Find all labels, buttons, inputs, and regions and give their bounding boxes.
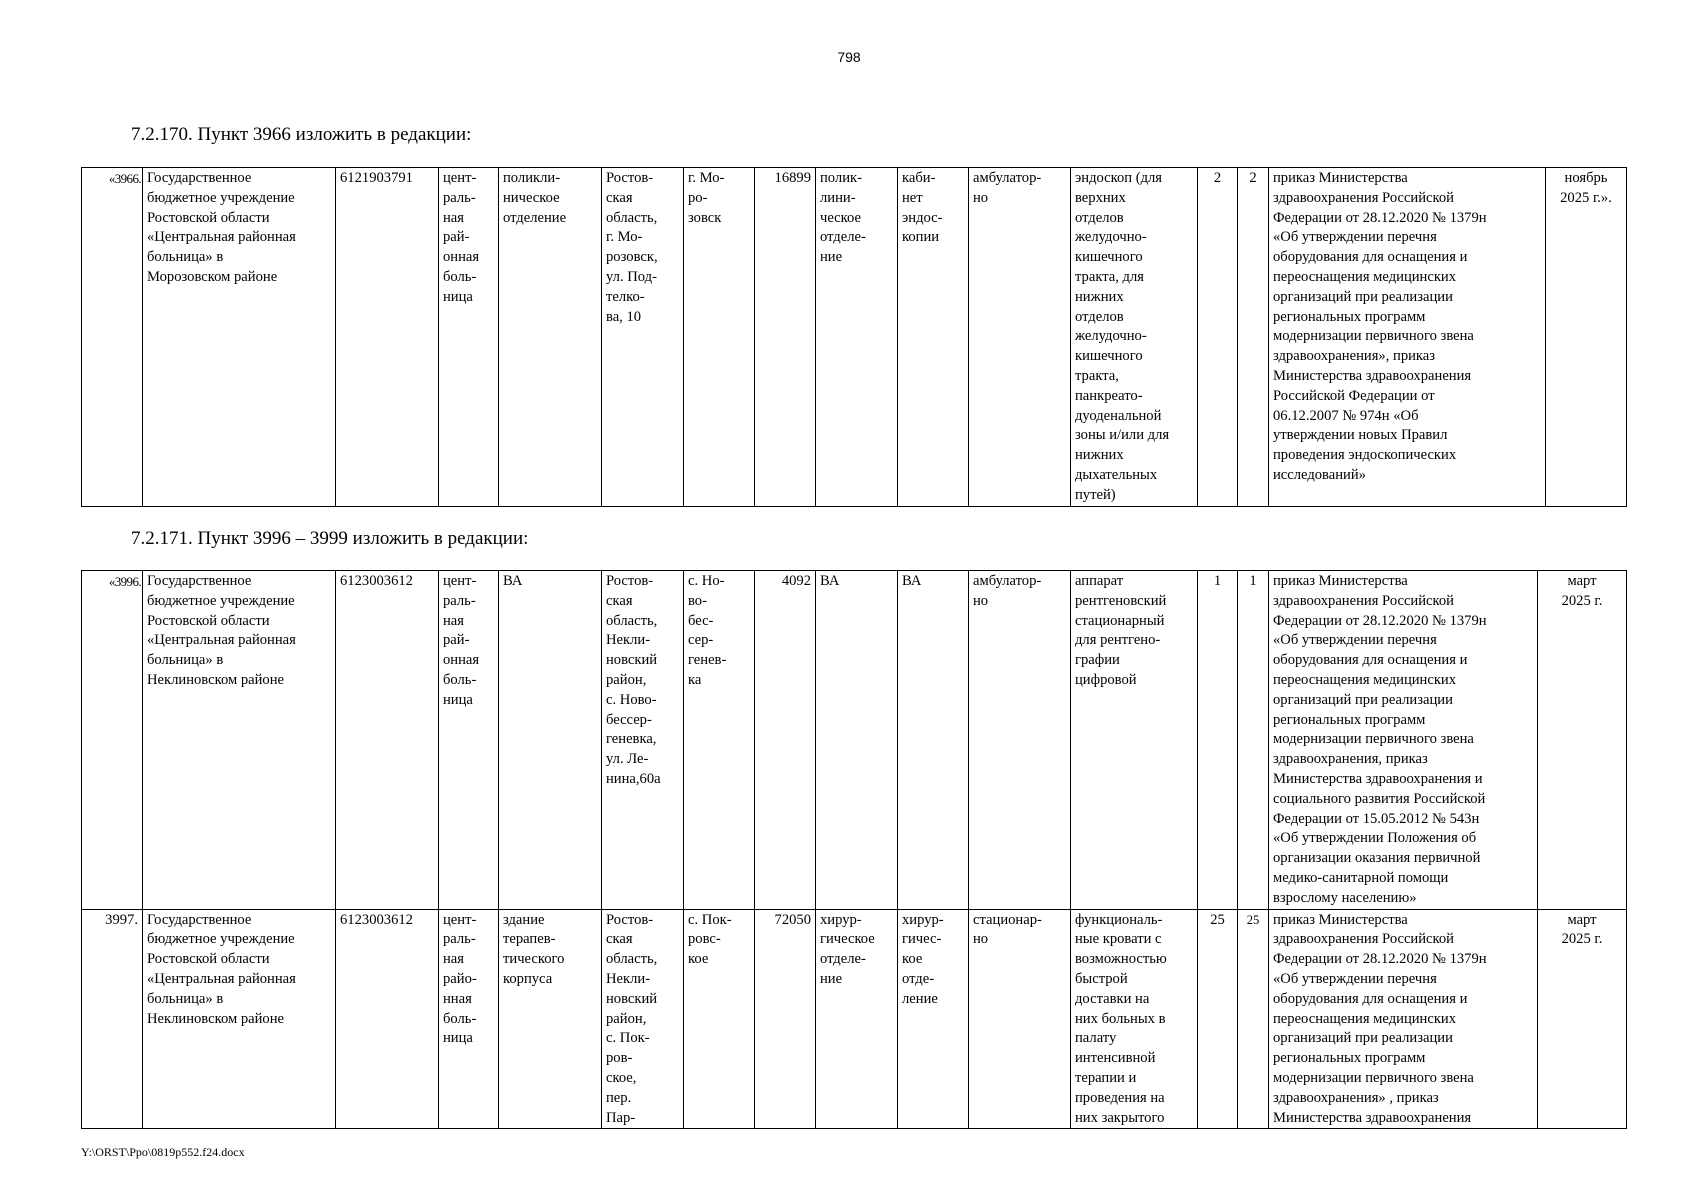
code-cell: 4092 xyxy=(755,571,816,910)
organization-cell: Государственное бюджетное учреждение Ростовской области «Центральная районная больница» в Морозовском районе xyxy=(143,168,336,507)
org-type-cell: цент- раль- ная райо- нная боль- ница xyxy=(439,909,499,1129)
code-cell: 16899 xyxy=(755,168,816,507)
org-type-cell: цент- раль- ная рай- онная боль- ница xyxy=(439,571,499,910)
quantity-cell: 2 xyxy=(1198,168,1238,507)
registry-table xyxy=(81,570,1627,1129)
basis-cell: приказ Министерства здравоохранения Российской Федерации от 28.12.2020 № 1379н «Об утверждении перечня оборудования для оснащения и переоснащения медицинских организаций при реализации региональных программ модернизации первичного звена здравоохранения» , приказ Министерства здравоохранения xyxy=(1269,909,1538,1129)
equipment-cell: эндоскоп (для верхних отделов желудочно- кишечного тракта, для нижних отделов желудочно- кишечного тракта, панкреато- дуоденальной зоны и/или для нижних дыхательных путей) xyxy=(1071,168,1198,507)
organization-cell: Государственное бюджетное учреждение Ростовской области «Центральная районная больница» в Неклиновском районе xyxy=(143,909,336,1129)
department-cell: полик- лини- ческое отделе- ние xyxy=(816,168,898,507)
row-number-cell: 3997. xyxy=(82,909,143,1129)
department-cell: хирур- гическое отделе- ние xyxy=(816,909,898,1129)
address-cell: Ростов- ская область, Некли- новский район, с. Ново- бессер- геневка, ул. Ле- нина,60а xyxy=(602,571,684,910)
unit-cell: ВА xyxy=(499,571,602,910)
row-number-cell: «3966. xyxy=(82,168,143,507)
section-heading: 7.2.171. Пункт 3996 – 3999 изложить в редакции: xyxy=(131,528,529,549)
term-cell: ноябрь 2025 г.». xyxy=(1546,168,1627,507)
term-cell: март 2025 г. xyxy=(1538,909,1627,1129)
mode-cell: амбулатор- но xyxy=(969,571,1071,910)
locality-cell: с. Но- во- бес- сер- генев- ка xyxy=(684,571,755,910)
basis-cell: приказ Министерства здравоохранения Российской Федерации от 28.12.2020 № 1379н «Об утверждении перечня оборудования для оснащения и переоснащения медицинских организаций при реализации региональных программ модернизации первичного звена здравоохранения, приказ Министерства здравоохранения и социального развития Российской Федерации от 15.05.2012 № 543н «Об утверждении Положения об организации оказания первичной медико-санитарной помощи взрослому населению» xyxy=(1269,571,1538,910)
inn-cell: 6123003612 xyxy=(336,909,439,1129)
page-number: 798 xyxy=(837,49,861,65)
locality-cell: с. Пок- ровс- кое xyxy=(684,909,755,1129)
file-path-footer: Y:\ORST\Ppo\0819p552.f24.docx xyxy=(81,1145,245,1159)
table-row xyxy=(82,168,1627,507)
address-cell: Ростов- ская область, Некли- новский район, с. Пок- ров- ское, пер. Пар- xyxy=(602,909,684,1129)
table-row xyxy=(82,571,1627,910)
quantity-cell: 25 xyxy=(1198,909,1238,1129)
unit-cell: здание терапев- тического корпуса xyxy=(499,909,602,1129)
table-row xyxy=(82,909,1627,1129)
unit-cell: поликли- ническое отделение xyxy=(499,168,602,507)
inn-cell: 6123003612 xyxy=(336,571,439,910)
quantity-cell: 1 xyxy=(1198,571,1238,910)
mode-cell: амбулатор- но xyxy=(969,168,1071,507)
department-cell: ВА xyxy=(816,571,898,910)
row-number-cell: «3996. xyxy=(82,571,143,910)
room-cell: ВА xyxy=(898,571,969,910)
mode-cell: стационар- но xyxy=(969,909,1071,1129)
quantity-cell: 2 xyxy=(1238,168,1269,507)
locality-cell: г. Мо- ро- зовск xyxy=(684,168,755,507)
quantity-cell: 25 xyxy=(1238,909,1269,1129)
room-cell: каби- нет эндос- копии xyxy=(898,168,969,507)
equipment-cell: аппарат рентгеновский стационарный для рентгено- графии цифровой xyxy=(1071,571,1198,910)
inn-cell: 6121903791 xyxy=(336,168,439,507)
room-cell: хирур- гичес- кое отде- ление xyxy=(898,909,969,1129)
term-cell: март 2025 г. xyxy=(1538,571,1627,910)
organization-cell: Государственное бюджетное учреждение Ростовской области «Центральная районная больница» в Неклиновском районе xyxy=(143,571,336,910)
quantity-cell: 1 xyxy=(1238,571,1269,910)
org-type-cell: цент- раль- ная рай- онная боль- ница xyxy=(439,168,499,507)
address-cell: Ростов- ская область, г. Мо- розовск, ул. Под- телко- ва, 10 xyxy=(602,168,684,507)
section-heading: 7.2.170. Пункт 3966 изложить в редакции: xyxy=(131,124,472,145)
basis-cell: приказ Министерства здравоохранения Российской Федерации от 28.12.2020 № 1379н «Об утверждении перечня оборудования для оснащения и переоснащения медицинских организаций при реализации региональных программ модернизации первичного звена здравоохранения», приказ Министерства здравоохранения Российской Федерации от 06.12.2007 № 974н «Об утверждении новых Правил проведения эндоскопических исследований» xyxy=(1269,168,1546,507)
equipment-cell: функциональ- ные кровати с возможностью быстрой доставки на них больных в палату интенсивной терапии и проведения на них закрытого xyxy=(1071,909,1198,1129)
code-cell: 72050 xyxy=(755,909,816,1129)
registry-table xyxy=(81,167,1627,507)
